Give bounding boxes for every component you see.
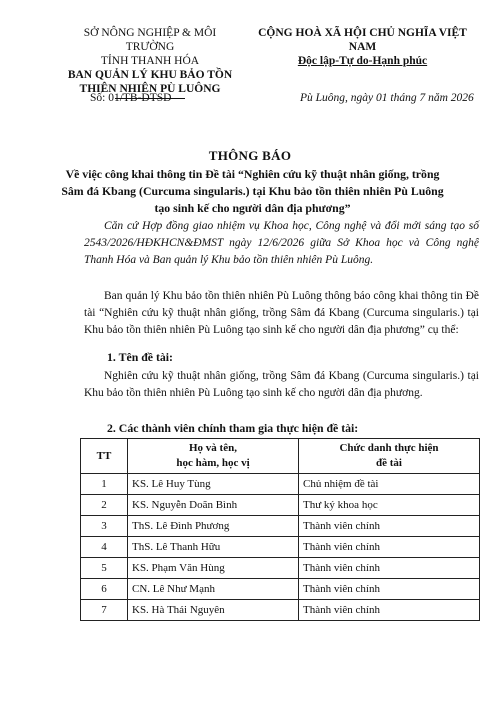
member-role: Thành viên chính [299, 516, 480, 537]
row-number: 6 [81, 579, 128, 600]
table-row [81, 558, 480, 579]
section-2-heading: 2. Các thành viên chính tham gia thực hiện đề tài: [107, 421, 359, 435]
subject-line-3: tạo sinh kế cho người dân địa phương” [154, 201, 351, 215]
issuing-agency-block [60, 26, 240, 99]
document-subject [60, 166, 445, 217]
member-role: Chủ nhiệm đề tài [299, 474, 480, 495]
table-row [81, 474, 480, 495]
column-header-role [299, 439, 480, 474]
member-name: ThS. Lê Đình Phương [128, 516, 299, 537]
member-name: KS. Lê Huy Tùng [128, 474, 299, 495]
place-and-date: Pù Luông, ngày 01 tháng 7 năm 2026 [300, 92, 474, 104]
column-header-name [128, 439, 299, 474]
column-header-name-line-1: Họ và tên, [189, 442, 237, 454]
row-number: 7 [81, 600, 128, 621]
table-row [81, 537, 480, 558]
row-number: 2 [81, 495, 128, 516]
row-number: 4 [81, 537, 128, 558]
column-header-name-line-2: học hàm, học vị [176, 457, 250, 469]
row-number: 3 [81, 516, 128, 537]
legal-basis-paragraph: Căn cứ Hợp đồng giao nhiệm vụ Khoa học, Công nghệ và đổi mới sáng tạo số 2543/2026/HĐKHCN&ĐMST ngày 12/6/2026 giữa Sở Khoa học và Công nghệ Thanh Hóa và Ban quản lý Khu bảo tồn thiên nhiên Pù Luông. [84, 220, 479, 266]
agency-line-3: BAN QUẢN LÝ KHU BẢO TỒN [67, 69, 233, 81]
document-number: Số: 01/TB-DTSD [90, 92, 172, 104]
agency-line-2: TỈNH THANH HÓA [100, 55, 200, 67]
intro-paragraph: Ban quản lý Khu bảo tồn thiên nhiên Pù Luông thông báo công khai thông tin Đề tài “Nghiên cứu kỹ thuật nhân giống, trồng Sâm đá Kbang (Curcuma singularis.) tại Khu bảo tồn thiên nhiên Pù Luông tạo sinh kế cho người dân địa phương” cụ thể: [84, 290, 479, 336]
members-table [80, 438, 480, 621]
table-row [81, 600, 480, 621]
member-role: Thành viên chính [299, 600, 480, 621]
national-header-block [250, 26, 475, 68]
column-header-role-line-2: đề tài [376, 457, 402, 469]
member-role: Thành viên chính [299, 579, 480, 600]
nation-motto: Độc lập-Tự do-Hạnh phúc [297, 55, 428, 67]
table-row [81, 516, 480, 537]
agency-line-4: THIÊN NHIÊN PÙ LUÔNG [79, 83, 221, 95]
nation-title: CỘNG HOÀ XÃ HỘI CHỦ NGHĨA VIỆT NAM [258, 27, 467, 53]
section-1-body: Nghiên cứu kỹ thuật nhân giống, trồng Sâm đá Kbang (Curcuma singularis.) tại Khu bảo tồn thiên nhiên Pù Luông tạo sinh kế cho người dân địa phương. [84, 370, 479, 399]
member-name: KS. Hà Thái Nguyên [128, 600, 299, 621]
row-number: 5 [81, 558, 128, 579]
member-name: ThS. Lê Thanh Hữu [128, 537, 299, 558]
column-header-tt: TT [81, 439, 128, 474]
document-title: THÔNG BÁO [208, 148, 292, 163]
column-header-role-line-1: Chức danh thực hiện [339, 442, 439, 454]
agency-line-1: SỞ NÔNG NGHIỆP & MÔI TRƯỜNG [83, 27, 217, 53]
member-name: KS. Nguyễn Doãn Bình [128, 495, 299, 516]
subject-line-2: Sâm đá Kbang (Curcuma singularis.) tại Khu bảo tồn thiên nhiên Pù Luông [61, 184, 444, 198]
table-row [81, 495, 480, 516]
member-role: Thành viên chính [299, 558, 480, 579]
section-1-heading: 1. Tên đề tài: [107, 350, 173, 364]
member-name: CN. Lê Như Mạnh [128, 579, 299, 600]
member-role: Thành viên chính [299, 537, 480, 558]
row-number: 1 [81, 474, 128, 495]
members-table-header [81, 439, 480, 474]
table-row [81, 579, 480, 600]
member-role: Thư ký khoa học [299, 495, 480, 516]
member-name: KS. Phạm Văn Hùng [128, 558, 299, 579]
subject-line-1: Về việc công khai thông tin Đề tài “Nghiên cứu kỹ thuật nhân giống, trồng [65, 167, 440, 181]
